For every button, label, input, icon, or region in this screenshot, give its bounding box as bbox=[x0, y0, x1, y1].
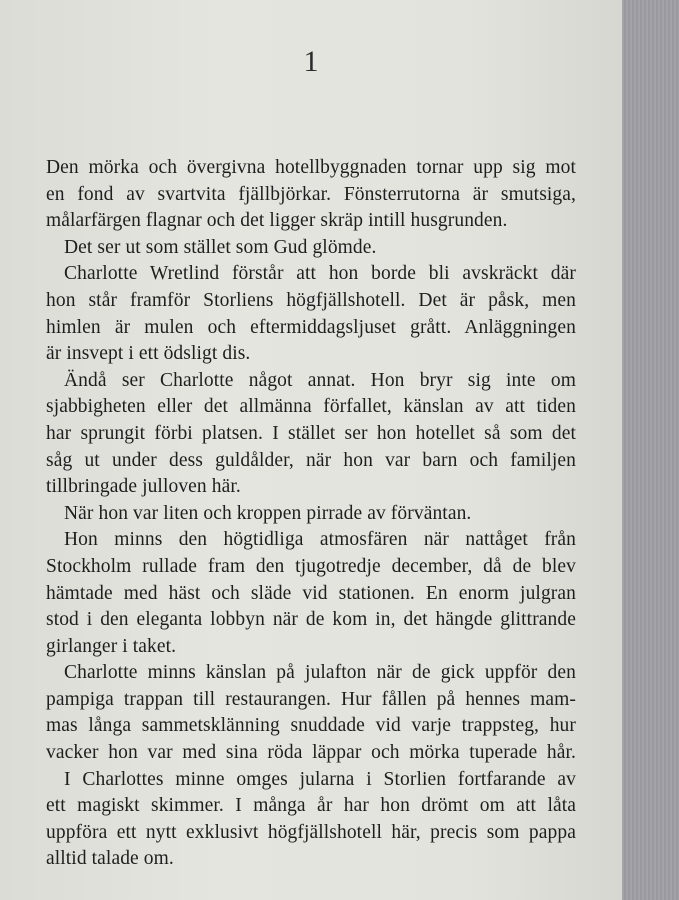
text-line: ett magiskt skimmer. I många år har hon drömt om att låta bbox=[46, 795, 576, 817]
text-line: tillbringade julloven här. bbox=[46, 476, 241, 498]
text-line: I Charlottes minne omges jularna i Storlien fortfarande av bbox=[64, 768, 576, 790]
text-line: hon står framför Storliens högfjällshotell. Det är påsk, men bbox=[46, 289, 576, 311]
chapter-number: 1 bbox=[303, 45, 319, 78]
text-line: Det ser ut som stället som Gud glömde. bbox=[64, 236, 377, 258]
text-line: alltid talade om. bbox=[46, 848, 174, 870]
text-line: Charlotte minns känslan på julafton när de gick uppför den bbox=[64, 662, 576, 684]
text-line: girlanger i taket. bbox=[46, 635, 177, 657]
text-line: Den mörka och övergivna hotellbyggnaden tornar upp sig mot bbox=[46, 157, 576, 178]
text-line: Hon minns den högtidliga atmosfären när nattåget från bbox=[64, 529, 576, 551]
text-line: När hon var liten och kroppen pirrade av förväntan. bbox=[64, 502, 472, 524]
text-line: sjabbigheten eller det allmänna förfallet, känslan av att tiden bbox=[46, 396, 576, 418]
text-line: mas långa sammetsklänning snuddade vid varje trappsteg, hur bbox=[46, 715, 576, 737]
text-line: målarfärgen flagnar och det ligger skräp intill husgrunden. bbox=[46, 210, 508, 232]
text-line: är insvept i ett ödsligt dis. bbox=[46, 343, 251, 365]
text-line: pampiga trappan till restaurangen. Hur fållen på hennes mam- bbox=[46, 688, 576, 710]
text-line: Stockholm rullade fram den tjugotredje december, då de blev bbox=[46, 555, 576, 577]
text-line: Charlotte Wretlind förstår att hon borde bli avskräckt där bbox=[64, 263, 576, 285]
text-line: stod i den eleganta lobbyn när de kom in, det hängde glittrande bbox=[46, 609, 576, 631]
text-line: Ändå ser Charlotte något annat. Hon bryr sig inte om bbox=[64, 369, 576, 391]
text-line: uppföra ett nytt exklusivt högfjällshotell här, precis som pappa bbox=[46, 821, 576, 843]
text-line: himlen är mulen och eftermiddagsljuset grått. Anläggningen bbox=[46, 316, 576, 338]
text-line: såg ut under dess guldålder, när hon var barn och familjen bbox=[46, 449, 576, 471]
text-line: har sprungit förbi platsen. I stället ser hon hotellet så som det bbox=[46, 422, 576, 444]
text-line: vacker hon var med sina röda läppar och mörka tuperade hår. bbox=[46, 742, 576, 764]
body-text bbox=[46, 155, 576, 873]
text-line: hämtade med häst och släde vid stationen. En enorm julgran bbox=[46, 582, 576, 604]
text-line: en fond av svartvita fjällbjörkar. Fönsterrutorna är smutsiga, bbox=[46, 183, 576, 205]
adjacent-page-edges bbox=[622, 0, 679, 900]
